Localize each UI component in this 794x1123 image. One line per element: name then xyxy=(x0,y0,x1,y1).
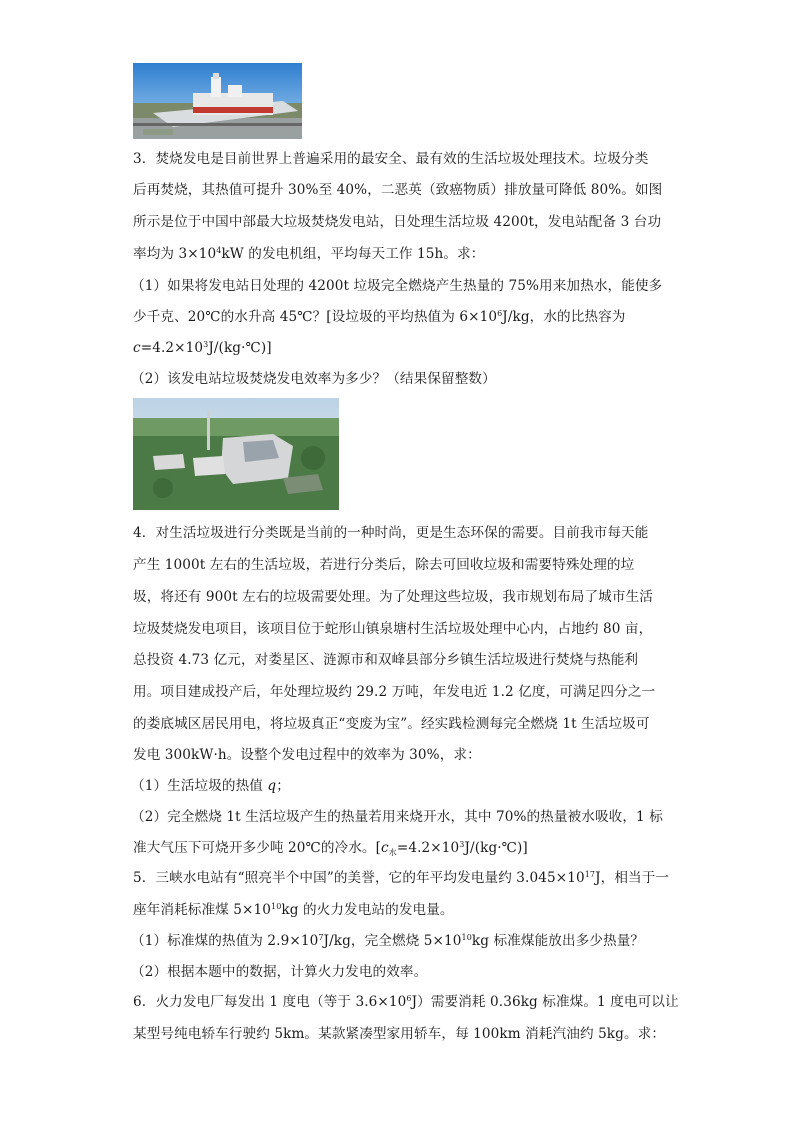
plant-illustration-2 xyxy=(133,398,339,510)
incineration-plant-photo-1 xyxy=(133,63,302,139)
plant-illustration-1 xyxy=(133,63,302,139)
incineration-plant-photo-2 xyxy=(133,398,339,510)
q4-line-5: 总投资 4.73 亿元，对娄星区、涟源市和双峰县部分乡镇生活垃圾进行焚烧与热能利 xyxy=(133,652,639,668)
q3-line-3: 所示是位于中国中部最大垃圾焚烧发电站，日处理生活垃圾 4200t，发电站配备 3 台功 xyxy=(133,214,662,230)
q5-sub-2: （2）根据本题中的数据，计算火力发电的效率。 xyxy=(131,964,428,980)
q4-line-4: 垃圾焚烧发电项目，该项目位于蛇形山镇泉塘村生活垃圾处理中心内，占地约 80 亩， xyxy=(133,621,653,637)
q4-line-7: 的娄底城区居民用电，将垃圾真正“变废为宝”。经实践检测每完全燃烧 1t 生活垃圾可 xyxy=(133,716,650,732)
q3-sub-1-line-2: 少千克、20℃的水升高 45℃？[设垃圾的平均热值为 $6\times 10^6J/kg$，水的比热容为 xyxy=(133,309,626,325)
q3-line-1: 3．焚烧发电是目前世界上普遍采用的最安全、最有效的生活垃圾处理技术。垃圾分类 xyxy=(133,151,649,167)
q5-sub-1: （1）标准煤的热值为 $2.9\times 10^7J/kg$，完全燃烧 $5\times 10^{10}kg$ 标准煤能放出多少热量？ xyxy=(131,933,645,949)
q3-sub-1-line-3: $c=4.2\times 10^3J/(kg\cdot℃)$] xyxy=(133,340,272,356)
q5-line-1: 5．三峡水电站有“照亮半个中国”的美誉，它的年平均发电量约 $3.045\times 10^{17}J$，相当于一 xyxy=(133,870,670,886)
q4-line-1: 4．对生活垃圾进行分类既是当前的一种时尚，更是生态环保的需要。目前我市每天能 xyxy=(133,525,649,541)
q4-line-8: 发电 300kW·h。设整个发电过程中的效率为 30%，求： xyxy=(133,747,481,763)
q3-sub-2: （2）该发电站垃圾焚烧发电效率为多少？（结果保留整数） xyxy=(131,371,496,387)
q4-sub-2-line-1: （2）完全燃烧 1t 生活垃圾产生的热量若用来烧开水，其中 70%的热量被水吸收，1 标 xyxy=(131,809,663,825)
q5-line-2: 座年消耗标准煤 $5\times 10^{10}kg$ 的火力发电站的发电量。 xyxy=(133,902,454,918)
q4-line-6: 用。项目建成投产后，年处理垃圾约 29.2 万吨，年发电近 1.2 亿度，可满足四分之一 xyxy=(133,684,656,700)
q3-sub-1-line-1: （1）如果将发电站日处理的 4200t 垃圾完全燃烧产生热量的 75%用来加热水，能使多 xyxy=(131,278,663,294)
q4-line-2: 产生 1000t 左右的生活垃圾，若进行分类后，除去可回收垃圾和需要特殊处理的垃 xyxy=(133,557,635,573)
q6-line-2: 某型号纯电轿车行驶约 5km。某款紧凑型家用轿车，每 100km 消耗汽油约 5kg。求： xyxy=(133,1026,666,1042)
q4-line-3: 圾，将还有 900t 左右的垃圾需要处理。为了处理这些垃圾，我市规划布局了城市生活 xyxy=(133,589,653,605)
q3-line-4: 率均为 $3\times 10^4kW$ 的发电机组，平均每天工作 15h。求： xyxy=(133,246,485,262)
q4-sub-1: （1）生活垃圾的热值 q； xyxy=(131,778,290,794)
q6-line-1: 6．火力发电厂每发出 1 度电（等于 $3.6\times 10^6J$）需要消耗 0.36kg 标准煤。1 度电可以让 xyxy=(133,994,679,1010)
q3-line-2: 后再焚烧，其热值可提升 30%至 40%，二恶英（致癌物质）排放量可降低 80%。如图 xyxy=(133,182,663,198)
q4-sub-2-line-2: 准大气压下可烧开多少吨 20℃的冷水。$[c_水=4.2\times 10^3J/(kg\cdot℃)]$ xyxy=(133,840,528,857)
